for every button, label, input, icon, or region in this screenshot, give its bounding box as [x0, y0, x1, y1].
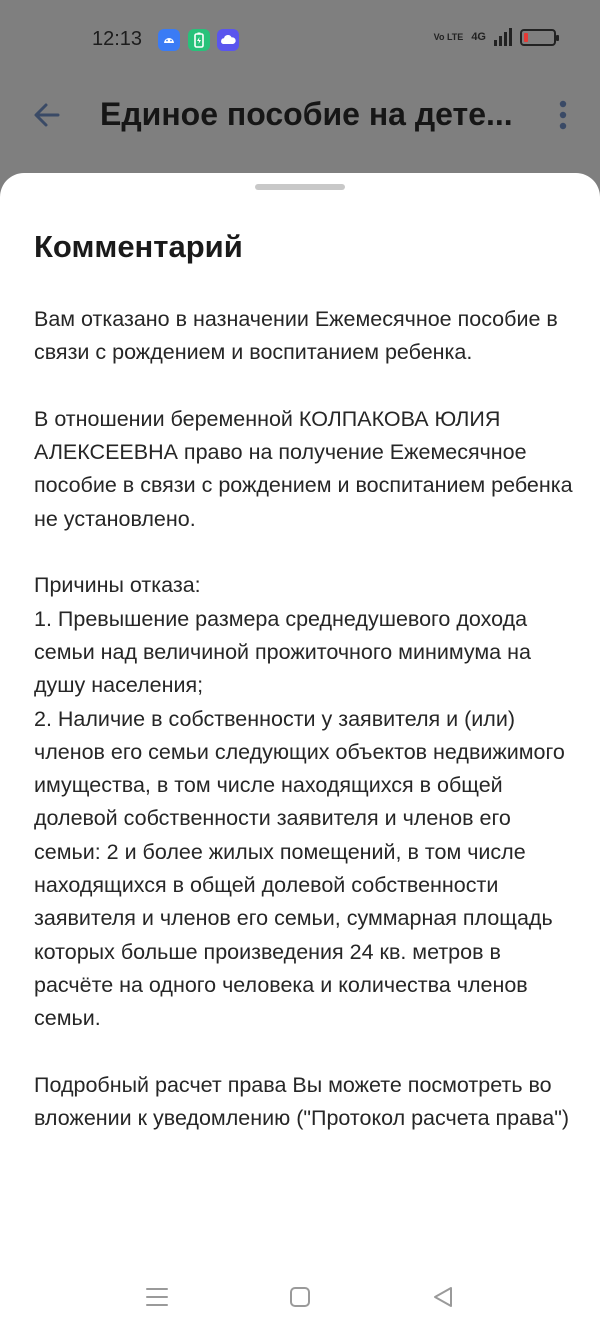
arrow-left-icon[interactable]	[30, 98, 64, 132]
comment-bottom-sheet	[0, 173, 600, 1332]
battery-icon	[520, 29, 556, 46]
back-triangle-icon[interactable]	[428, 1282, 458, 1312]
sheet-drag-handle[interactable]	[255, 184, 345, 190]
volte-indicator: Vo LTE	[433, 31, 464, 42]
comment-text: Вам отказано в назначении Ежемесячное пособие в связи с рождением и воспитанием ребенка. В отношении беременной КОЛПАКОВА ЮЛИЯ АЛЕКСЕЕВНА право на получение Ежемесячное пособие в связи с рождением и воспитанием ребенка не установлено. Причины отказа: 1. Превышение размера среднедушевого дохода семьи над величиной прожиточного минимума на душу населения; 2. Наличие в собственности у заявителя и (или) членов его семьи следующих объектов недвижимого имущества, в том числе находящихся в общей долевой собственности заявителя и членов его семьи: 2 и более жилых помещений, в том числе находящихся в общей долевой собственности заявителя и членов его семьи, суммарная площадь которых больше произведения 24 кв. метров в расчёте на одного человека и количества членов семьи. Подробный расчет права Вы можете посмотреть во вложении к уведомлению ("Протокол расчета права")	[34, 307, 573, 1131]
battery-level	[524, 33, 528, 42]
sheet-title: Комментарий	[34, 229, 243, 264]
network-type: 4G	[471, 31, 486, 43]
signal-icon	[494, 28, 512, 46]
android-debug-icon	[158, 29, 180, 51]
page-title: Единое пособие на дете...	[100, 96, 513, 132]
more-vertical-icon[interactable]	[553, 98, 573, 132]
app-bar	[0, 80, 600, 160]
home-icon[interactable]	[285, 1282, 315, 1312]
system-indicators	[434, 28, 556, 46]
status-time: 12:13	[92, 28, 143, 50]
cloud-app-icon	[217, 29, 239, 51]
recent-apps-icon[interactable]	[142, 1282, 172, 1312]
status-bar	[0, 0, 600, 80]
navigation-bar	[0, 1262, 600, 1332]
battery-saver-icon	[188, 29, 210, 51]
